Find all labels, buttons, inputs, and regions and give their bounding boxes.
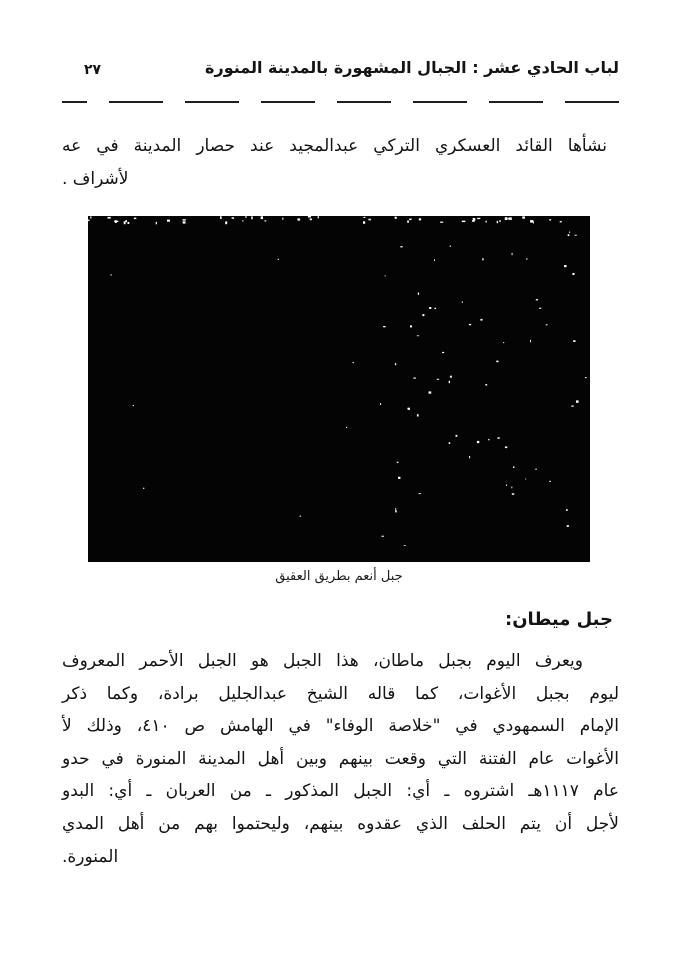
paragraph-line: الإمام السمهودي في "خلاصة الوفاء" في الهامش ص ٤١٠، وذلك لأ bbox=[62, 716, 619, 737]
intro-paragraph bbox=[62, 130, 619, 196]
paragraph-line: ويعرف اليوم بجبل ماطان، هذا الجبل هو الجبل الأحمر المعروف bbox=[62, 651, 583, 671]
section-heading: جبل ميطان: bbox=[505, 609, 613, 630]
body-paragraph bbox=[62, 645, 619, 873]
intro-line: لأشراف . bbox=[62, 169, 129, 189]
figure-image bbox=[88, 216, 590, 562]
paragraph-line: عام ١١١٧هـ اشتروه ـ أي: الجبل المذكور ـ من العربان ـ أي: البدو bbox=[62, 781, 619, 802]
paragraph-line: الأغوات عام الفتنة التي وقعت بينهم وبين أهل المدينة المنورة في حدو bbox=[62, 748, 619, 769]
paragraph-line: المنورة. bbox=[62, 846, 119, 867]
intro-line: نشأها القائد العسكري التركي عبدالمجيد عند حصار المدينة في عه bbox=[62, 136, 607, 156]
chapter-header-title: لباب الحادي عشر : الجبال المشهورة بالمدينة المنورة bbox=[205, 58, 619, 77]
figure-caption: جبل أنعم بطريق العقيق bbox=[275, 569, 403, 584]
paragraph-line: ليوم بجبل الأغوات، كما قاله الشيخ عبدالجليل برادة، وكما ذكر bbox=[62, 683, 619, 704]
paragraph-line: لأجل أن يتم الحلف الذي عقدوه بينهم، وليحتموا بهم من أهل المدي bbox=[62, 813, 619, 834]
page-number: ٢٧ bbox=[84, 62, 102, 78]
header-divider bbox=[62, 101, 619, 103]
